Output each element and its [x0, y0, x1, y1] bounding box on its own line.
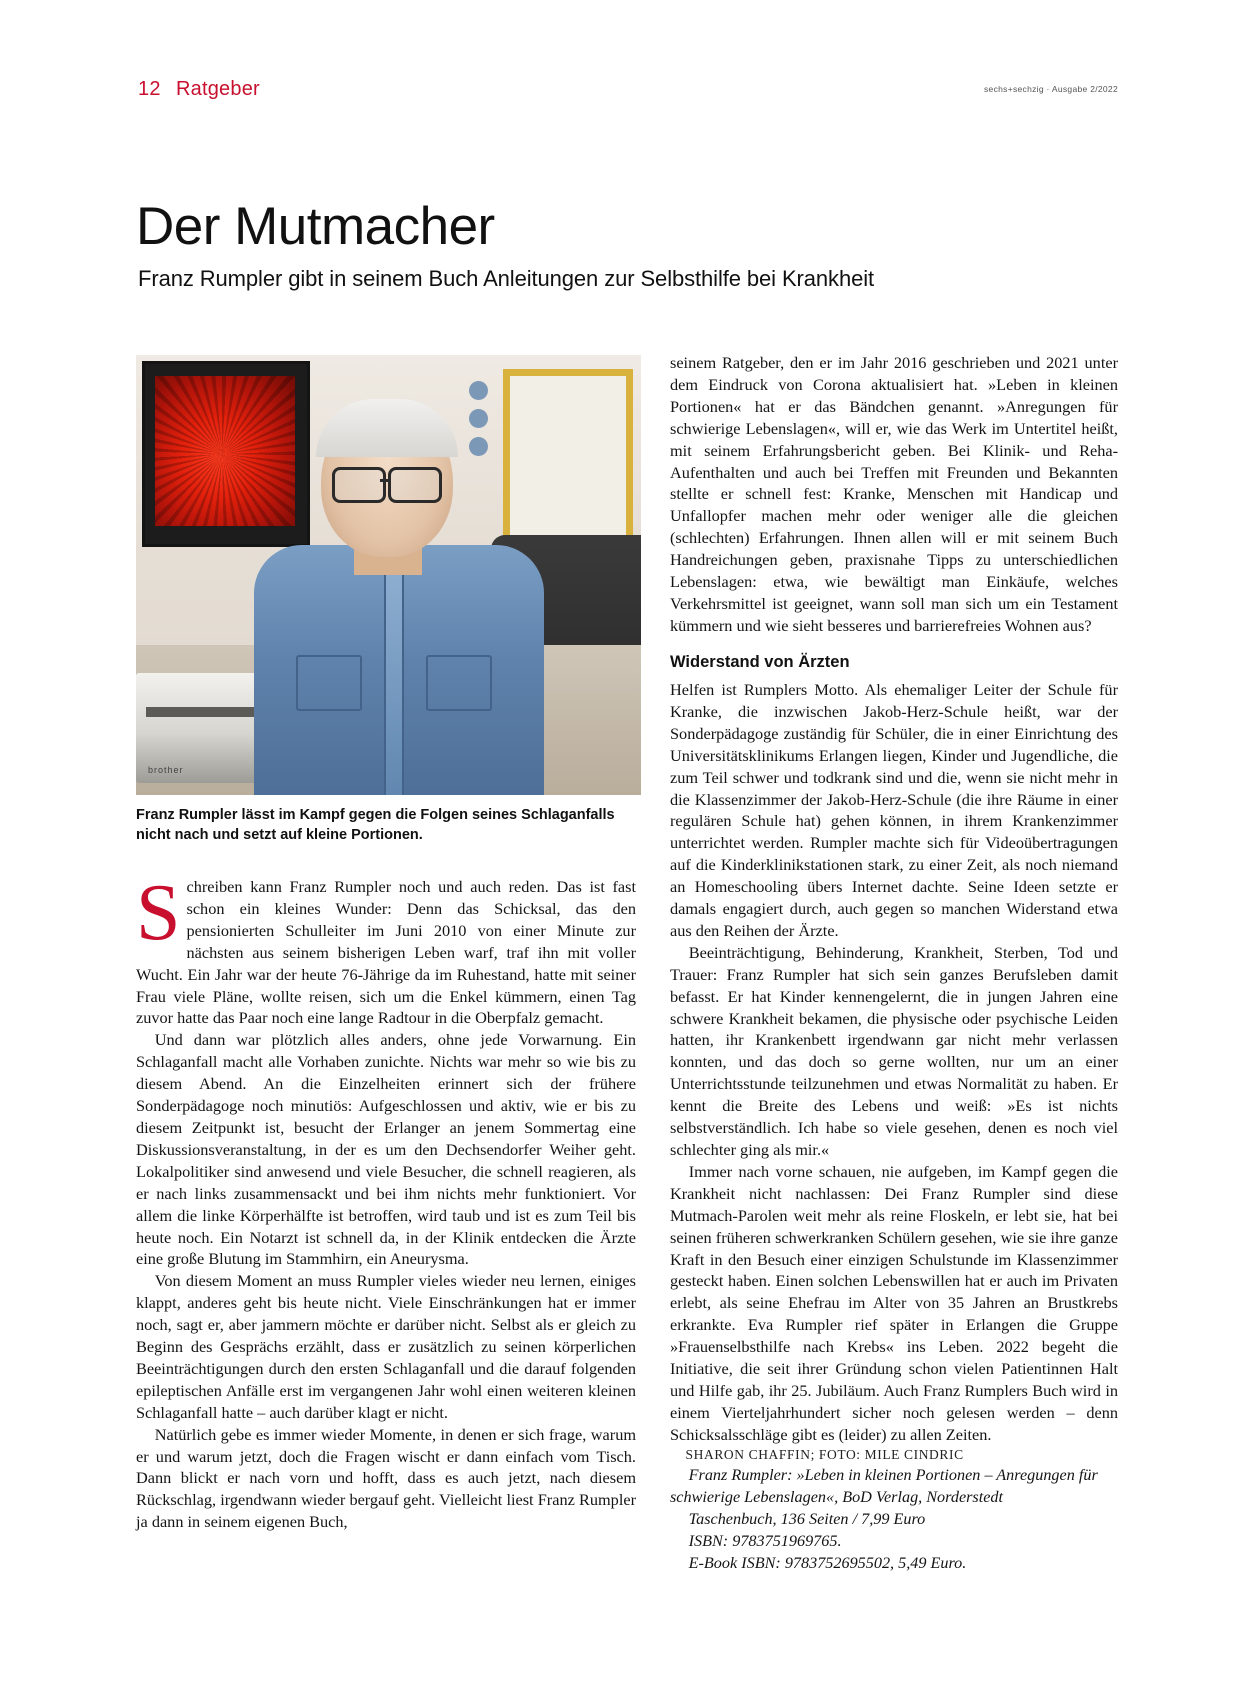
page-title: Der Mutmacher — [136, 196, 495, 256]
artwork-rays — [155, 376, 295, 526]
drop-cap: S — [136, 869, 181, 957]
glasses-left-lens — [332, 467, 386, 503]
hair — [316, 399, 458, 457]
dot-icon — [469, 381, 488, 400]
wall-artwork — [142, 361, 310, 547]
body-column-left — [136, 869, 636, 1533]
shirt-pocket-left — [296, 655, 362, 711]
wall-dots — [469, 381, 491, 471]
paragraph: Und dann war plötzlich alles anders, ohne jede Vorwarnung. Ein Schlaganfall macht alle Vorhaben zunichte. Nichts war mehr so wie bis zu diesem Abend. An die Einzelheiten erinnert sich der frühere Sonderpädagoge noch minutiös: Aufgeschlossen und aktiv, wie er bis zu diesem Zeitpunkt ist, besucht der Erlanger an jenem Sommertag eine Diskussionsveranstaltung, in der es um den Dechsendorfer Weiher geht. Lokalpolitiker sind anwesend und viele Besucher, die schnell reagieren, als er nach links zusammensackt und bei ihm nichts mehr funktioniert. Vor allem die linke Körperhälfte ist betroffen, wird taub und ist es zum Teil bis heute noch. Ein Notarzt ist schnell da, in der Klinik entdecken die Ärzte eine große Blutung im Stammhirn, ein Aneurysma. — [136, 1030, 636, 1269]
glasses-bridge — [380, 479, 388, 482]
page-header — [138, 78, 1118, 108]
book-info-line: E-Book ISBN: 9783752695502, 5,49 Euro. — [688, 1553, 967, 1572]
shirt-placket — [384, 560, 404, 795]
issue-info: sechs+sechzig · Ausgabe 2/2022 — [984, 84, 1118, 94]
wall-picture-frame — [503, 369, 633, 543]
paragraph: seinem Ratgeber, den er im Jahr 2016 geschrieben und 2021 unter dem Eindruck von Corona aktualisiert hat. »Leben in kleinen Portionen« hat er das Bändchen genannt. »Anregungen für schwierige Lebenslagen«, will er, wie das Werk im Untertitel heißt, mit seinem Erfahrungsbericht geben. Bei Klinik- und Reha-Aufenthalten und auch bei Treffen mit Freunden und Bekannten stellte er schnell fest: Kranke, Menschen mit Handicap und Unfallopfer machen mehr oder weniger alle die gleichen (schlechten) Erfahrungen. Ihnen allen will er mit seinem Buch Handreichungen geben, praxisnahe Tipps zu unterschiedlichen Lebenslagen: etwa, wie bewältigt man Einkäufe, welches Verkehrsmittel ist geeignet, wann soll man sich um ein Testament kümmern und wie sieht besseres und barrierefreies Wohnen aus? — [670, 353, 1118, 635]
folio-number: 12 — [138, 78, 161, 100]
section-subheading: Widerstand von Ärzten — [670, 652, 850, 671]
byline: SHARON CHAFFIN; FOTO: MILE CINDRIC — [685, 1446, 964, 1462]
dot-icon — [469, 409, 488, 428]
paragraph: Beeinträchtigung, Behinderung, Krankheit, Sterben, Tod und Trauer: Franz Rumpler hat sich sein ganzes Berufsleben damit befasst. Er hat Kinder kennengelernt, die in jungen Jahren eine schwere Krankheit bekamen, die physische oder psychische Leiden hatten, ihr Krankenbett irgendwann gar nicht mehr verlassen konnten, und das doch so gerne wollten, nur um an einer Unterrichtsstunde teilzunehmen und etwas Normalität zu haben. Er kennt die Breite des Lebens und weiß: »Es ist nichts selbstverständlich. Ich habe so viele gesehen, denen es noch viel schlechter ging als mir.« — [670, 942, 1118, 1159]
dot-icon — [469, 437, 488, 456]
article-photo — [136, 355, 641, 795]
paragraph: Von diesem Moment an muss Rumpler vieles wieder neu lernen, einiges klappt, anderes geht bis heute nicht. Viele Einschränkungen hat er immer noch, sagt er, aber jammern möchte er darüber nicht. Selbst als er gleich zu Beginn des Gesprächs erzählt, dass er zusätzlich zu seinen körperlichen Beeinträchtigungen durch den ersten Schlaganfall und die darauf folgenden epileptischen Anfälle erst im vergangenen Jahr wohl einen weiteren kleinen Schlaganfall hatte – auch darüber klagt er nicht. — [136, 1271, 636, 1422]
glasses-right-lens — [388, 467, 442, 503]
section-label: Ratgeber — [176, 78, 260, 100]
paragraph: Natürlich gebe es immer wieder Momente, in denen er sich frage, warum er und warum jetzt, doch die Fragen wischt er dann einfach vom Tisch. Dann blickt er nach vorn und hofft, dass es auch jetzt, nach diesem Rückschlag, irgendwann wieder bergauf geht. Vielleicht liest Franz Rumpler ja dann in seinem eigenen Buch, — [136, 1424, 636, 1532]
printer-brand-label: brother — [148, 765, 184, 775]
photo-scene — [136, 355, 641, 795]
article-subheadline: Franz Rumpler gibt in seinem Buch Anleitungen zur Selbsthilfe bei Krankheit — [138, 266, 875, 292]
paragraph — [136, 869, 636, 1029]
book-info-line: Taschenbuch, 136 Seiten / 7,99 Euro — [688, 1509, 926, 1528]
book-info-line: ISBN: 9783751969765. — [688, 1531, 842, 1550]
paragraph: Immer nach vorne schauen, nie aufgeben, im Kampf gegen die Krankheit nicht nachlassen: Dei Franz Rumpler sind diese Mutmach-Parolen weit mehr als reine Floskeln, er lebt sie, hat bei seinen früheren schwerkranken Schülern gesehen, wie sie ihre ganze Kraft in den Besuch einer einzigen Schulstunde im Klassenzimmer gesteckt haben. Einen solchen Lebenswillen hat er auch im Privaten erlebt, als seine Ehefrau im Alter von 35 Jahren an Brustkrebs erkrankte. Eva Rumpler rief später in Erlangen die Gruppe »Frauenselbsthilfe nach Krebs« ins Leben. 2022 begeht die Initiative, die seit ihrer Gründung schon vielen Patientinnen Halt und Hilfe gab, ihr 25. Jubiläum. Auch Franz Rumplers Buch wird in einem Vierteljahrhundert sicher noch gelesen werden – denn Schicksalsschläge gibt es (leider) zu allen Zeiten. — [670, 1161, 1118, 1444]
photo-caption: Franz Rumpler lässt im Kampf gegen die Folgen seines Schlaganfalls nicht nach und setzt auf kleine Portionen. — [136, 807, 615, 843]
book-info-line: Franz Rumpler: »Leben in kleinen Portionen – Anregungen für schwierige Lebenslagen«, BoD Verlag, Norderstedt — [670, 1465, 1098, 1506]
shirt-pocket-right — [426, 655, 492, 711]
paragraph-text: chreiben kann Franz Rumpler noch und auch reden. Das ist fast schon ein kleines Wunder: Denn das Schicksal, das den pensionierten Schulleiter im Juni 2010 von einer Minute zur nächsten aus seinem bisherigen Leben warf, traf ihn mit voller Wucht. Ein Jahr war der heute 76-Jährige da im Ruhestand, hatte mit seiner Frau viele Pläne, wollte reisen, sich um die Enkel kümmern, einen Tag zuvor hatte das Paar noch eine lange Radtour in die Oberpfalz gemacht. — [136, 877, 636, 1028]
body-column-right — [670, 352, 1118, 1574]
paragraph: Helfen ist Rumplers Motto. Als ehemaliger Leiter der Schule für Kranke, die inzwischen Jakob-Herz-Schule heißt, war der Sonderpädagoge zuständig für Schüler, die in einer Einrichtung des Universitätsklinikums Erlangen liegen, Kinder und Jugendliche, die zum Teil schwer und todkrank sind und die, wenn sie nicht mehr in die Klassenzimmer der Jakob-Herz-Schule (die ihre Räume in einer regulären Schule hat) gehen können, in ihrem Krankenzimmer unterrichtet werden. Rumpler machte sich für Videoübertragungen auf die Kinderklinikstationen stark, zu einer Zeit, als noch niemand an Homeschooling übers Internet dachte. Seine Ideen setzte er damals engagiert durch, auch gegen so manchen Widerstand etwa aus den Reihen der Ärzte. — [670, 679, 1118, 940]
